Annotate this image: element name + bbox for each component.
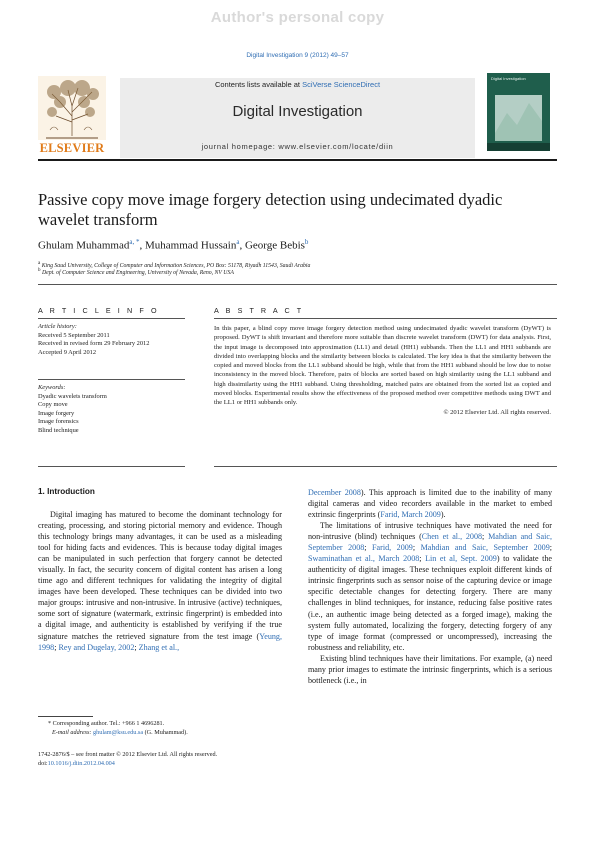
citation-link[interactable]: Lin et al, Sept. 2009 <box>425 554 497 564</box>
tree-logo-icon <box>38 76 106 140</box>
paragraph: Digital imaging has matured to become the dominant technology for creating, processing, and storing pictorial memory and evidence. Though this technology brings many advantages, it can be used as a misleading tool for hiding facts and evidences. This is because today digital images can be manipulated in such perfection that forgery cannot be detected visually. In fact, the security concern of digital content has arisen a long time ago and different techniques for validating the integrity of digital images have been developed. These techniques can be divided into two major groups: intrusive and non-intrusive. In intrusive (active) techniques, some sort of signature (watermark, extrinsic fingerprint) is embedded into a digital image, and authenticity is established by verifying if the true signature matches the retrieved signature from the test image (Yeung, 1998; Rey and Dugelay, 2002; Zhang et al., <box>38 510 282 652</box>
email-note: E-mail address: ghulam@ksu.edu.sa (G. Muhammad). <box>52 729 188 736</box>
body-column-left <box>38 509 282 653</box>
affiliation: $^b$ Dept. of Computer Science and Engineering, University of Nevada, Reno, NV USA <box>38 268 234 276</box>
footnote-rule <box>38 716 93 717</box>
keyword: Image forgery <box>38 409 75 417</box>
abstract-text: In this paper, a blind copy move image forgery detection method using undecimated dyadic wavelet transform (DyWT) is proposed. DyWT is shift invariant and therefore more suitable than discrete wavelet transform (DWT) for data analysis. First, the input image is decomposed into approximation (LL1) and detail (HH1) subbands. Then the LL1 and HH1 subbands are divided into overlapping blocks and the similarity between blocks is calculated. The key idea is that the similarity between the copied and moved blocks from the LL1 subband should be high, while that from the HH1 subband should be low due to noise inconsistency in the moved block. Therefore, pairs of blocks are sorted based on high similarity using the LL1 subband and high dissimilarity using the HH1 subband. Using thresholding, matched pairs are obtained from the sorted list as copied and moved blocks. Experimental results show the effectiveness of the proposed method over competitive methods using DWT and the LL1 or HH1 subbands only. <box>214 325 551 407</box>
author-list: Ghulam Muhammad$^{a, *}$, Muhammad Hussain$^a$, George Bebis$^b$ <box>38 238 309 252</box>
keyword: Blind technique <box>38 426 79 434</box>
citation-link[interactable]: Farid, March 2009 <box>380 510 441 520</box>
citation-link[interactable]: December 2008 <box>308 488 361 497</box>
journal-title: Digital Investigation <box>232 103 363 120</box>
citation-link[interactable]: Chen et al., 2008 <box>421 532 483 542</box>
sciencedirect-link[interactable]: SciVerse ScienceDirect <box>302 80 381 89</box>
abstract-copyright: © 2012 Elsevier Ltd. All rights reserved. <box>443 408 551 416</box>
author-marks[interactable]: a, * <box>129 238 140 246</box>
elsevier-wordmark: ELSEVIER <box>39 141 105 155</box>
citation-link[interactable]: Mahdian and Saic, September 2008 <box>308 532 552 553</box>
keywords-label: Keywords: <box>38 384 66 391</box>
citation-link[interactable]: Yeung, 1998 <box>38 631 282 652</box>
author-name[interactable]: Ghulam Muhammad <box>38 239 130 252</box>
history-label: Article history: <box>38 323 77 330</box>
journal-cover-image[interactable] <box>487 73 550 151</box>
watermark: Author's personal copy <box>210 9 385 26</box>
article-info-bottom-rule <box>38 466 185 467</box>
corresponding-author-note: * Corresponding author. Tel.: +966 1 4696281. <box>48 720 165 727</box>
paragraph: The limitations of intrusive techniques have motivated the need for non-intrusive (blind) techniques (Chen et al., 2008; Mahdian and Saic, September 2008; Farid, 2009; Mahdian and Saic, September 2009; Swaminathan et al., March 2008; Lin et al, Sept. 2009) to validate the authenticity of digital images. These techniques exploit different kinds of intrinsic fingerprints such as sensor noise of the capturing device or image specific detectable changes for detecting forgery. There are many challenges in blind techniques, for instance, reducing false positive rates (i.e., an authentic image being detected as a forged image), making the system fully automated, localizing the forgery, detecting forgery of any type of image format (compressed or uncompressed), increasing the robustness and reliability, etc. <box>308 521 553 652</box>
abstract-body <box>214 324 551 417</box>
elsevier-logo[interactable] <box>38 76 106 156</box>
abstract-heading: A B S T R A C T <box>214 306 304 315</box>
header-rule <box>38 284 557 285</box>
history-item: Received 5 September 2011 <box>38 331 110 339</box>
keywords-block <box>38 384 188 436</box>
paper-title: Passive copy move image forgery detection using undecimated dyadic wavelet transform <box>38 190 503 229</box>
cover-title: Digital Investigation <box>491 76 526 81</box>
masthead-rule <box>38 159 557 161</box>
author-marks[interactable]: a <box>236 238 240 246</box>
journal-homepage: journal homepage: www.elsevier.com/locate/diin <box>201 142 394 151</box>
article-info-rule <box>38 318 185 319</box>
email-link[interactable]: ghulam@ksu.edu.sa <box>93 729 144 736</box>
issn-line: 1742-2876/$ – see front matter © 2012 Elsevier Ltd. All rights reserved. <box>38 751 218 758</box>
article-history <box>38 323 188 357</box>
cover-art-icon <box>487 73 550 151</box>
citation-link[interactable]: Farid, 2009 <box>372 543 413 553</box>
citation-link[interactable]: Swaminathan et al., March 2008 <box>308 554 420 564</box>
journal-citation[interactable]: Digital Investigation 9 (2012) 49–57 <box>246 52 349 59</box>
history-item: Accepted 9 April 2012 <box>38 348 97 356</box>
abstract-bottom-rule <box>214 466 557 467</box>
homepage-link[interactable]: www.elsevier.com/locate/diin <box>278 142 394 151</box>
author-marks[interactable]: b <box>304 238 309 246</box>
keyword: Image forensics <box>38 418 79 426</box>
history-item: Received in revised form 29 February 2012 <box>38 340 150 348</box>
keywords-rule <box>38 379 185 380</box>
affiliation: $^a$ King Saud University, College of Computer and Information Sciences, PO Box: 51178, Riyadh 11543, Saudi Arabia <box>38 261 311 269</box>
keyword: Dyadic wavelets transform <box>38 392 107 400</box>
body-column-right <box>308 487 552 686</box>
contents-line: Contents lists available at SciVerse ScienceDirect <box>214 80 381 89</box>
article-info-heading: A R T I C L E I N F O <box>38 306 160 315</box>
citation-link[interactable]: Mahdian and Saic, September 2009 <box>420 543 550 553</box>
paragraph: Existing blind techniques have their limitations. For example, (a) need many prior images to estimate the intrinsic fingerprints, which is a serious bottleneck (i.e., in <box>308 653 552 685</box>
author-name[interactable]: George Bebis <box>244 239 305 252</box>
keyword: Copy move <box>38 401 68 409</box>
citation-link[interactable]: Zhang et al., <box>138 642 180 652</box>
abstract-rule <box>214 318 557 319</box>
citation-link[interactable]: Rey and Dugelay, 2002 <box>58 642 135 652</box>
section-heading: 1. Introduction <box>38 487 95 496</box>
doi-line: doi:10.1016/j.diin.2012.04.004 <box>38 760 115 767</box>
paragraph: December 2008). This approach is limited due to the inability of many digital cameras and video recorders available in the market to embed extrinsic fingerprints (Farid, March 2009). <box>308 488 552 520</box>
doi-link[interactable]: 10.1016/j.diin.2012.04.004 <box>47 760 115 767</box>
author-name[interactable]: Muhammad Hussain <box>144 239 237 252</box>
